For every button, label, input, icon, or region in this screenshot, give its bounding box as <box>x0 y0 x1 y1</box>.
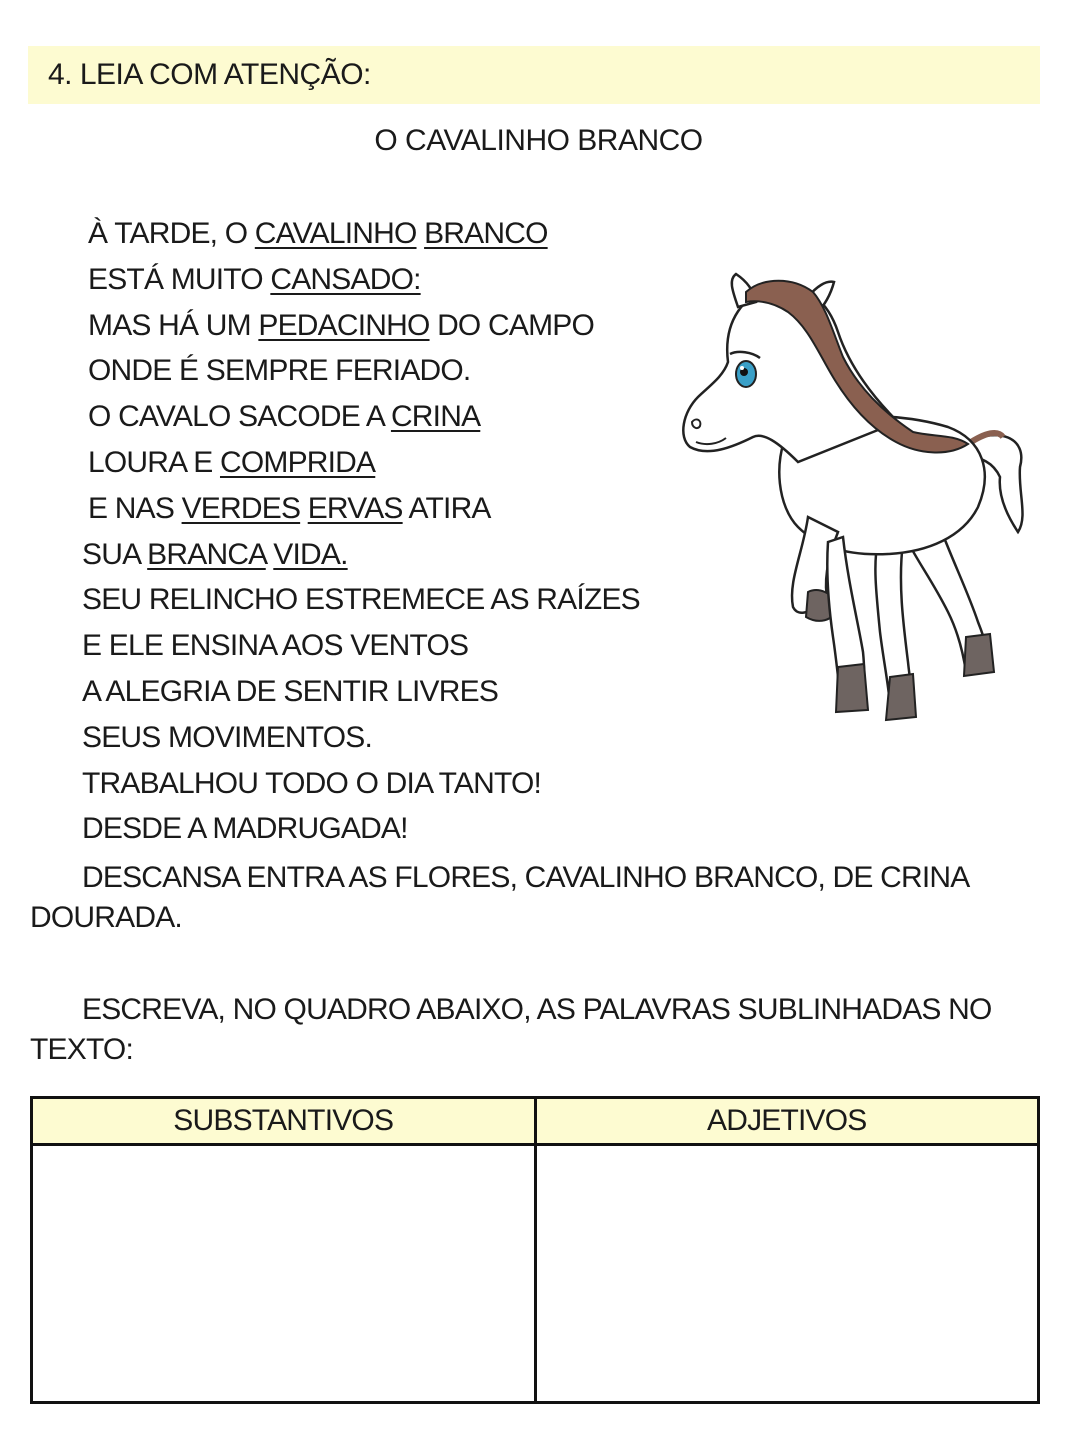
poem-line <box>88 445 375 481</box>
underlined-word: ERVAS <box>307 491 403 525</box>
poem-text: SUA <box>82 537 148 571</box>
column-header-adjetivos: ADJETIVOS <box>535 1098 1039 1145</box>
poem-text: TRABALHOU TODO O DIA TANTO! <box>82 766 542 800</box>
poem-line <box>82 628 468 664</box>
poem-text <box>417 217 425 250</box>
column-header-substantivos: SUBSTANTIVOS <box>32 1098 536 1145</box>
poem-line <box>82 766 541 802</box>
underlined-word: BRANCO <box>424 217 548 250</box>
hoof-icon <box>836 664 868 712</box>
hoof-icon <box>964 634 994 676</box>
underlined-word: COMPRIDA <box>219 446 376 479</box>
poem-text: SEUS MOVIMENTOS. <box>82 720 373 754</box>
answer-cell-substantivos[interactable] <box>32 1145 536 1403</box>
exercise-heading: 4. LEIA COM ATENÇÃO: <box>48 58 371 91</box>
poem-text: A ALEGRIA DE SENTIR LIVRES <box>82 675 499 708</box>
poem-line <box>82 537 348 573</box>
poem-line <box>82 582 640 618</box>
poem-text <box>300 492 308 525</box>
answers-table <box>30 1096 1040 1404</box>
poem-line <box>88 216 548 252</box>
poem-title: O CAVALINHO BRANCO <box>374 124 703 157</box>
poem-text: E ELE ENSINA AOS VENTOS <box>82 629 469 663</box>
poem-text: ESTÁ MUITO <box>88 262 271 296</box>
underlined-word: PEDACINHO <box>258 308 430 342</box>
instruction-text: ESCREVA, NO QUADRO ABAIXO, AS PALAVRAS SUBLINHADAS NO TEXTO: <box>30 993 992 1066</box>
poem-text: DESDE A MADRUGADA! <box>82 812 408 846</box>
poem-text: SEU RELINCHO ESTREMECE AS RAÍZES <box>82 583 640 617</box>
underlined-word: VIDA. <box>273 537 348 571</box>
poem-line <box>88 399 480 435</box>
poem-line <box>88 262 421 298</box>
poem-line <box>82 811 408 847</box>
underlined-word: CRINA <box>390 400 481 434</box>
underlined-word: CANSADO: <box>270 262 421 296</box>
poem-text: E NAS <box>88 491 182 525</box>
white-horse-illustration <box>668 262 1040 762</box>
poem-line <box>82 674 498 710</box>
poem-text: DO CAMPO <box>429 308 595 342</box>
poem-line <box>82 720 372 756</box>
poem-text: ATIRA <box>402 491 491 525</box>
poem-text: ONDE É SEMPRE FERIADO. <box>88 354 471 388</box>
poem-line <box>88 308 594 344</box>
hoof-icon <box>886 674 916 720</box>
underlined-word: CAVALINHO <box>254 217 417 250</box>
poem-line <box>88 491 491 527</box>
underlined-word: BRANCA <box>147 537 266 571</box>
poem-text: MAS HÁ UM <box>88 308 259 342</box>
poem-text: LOURA E <box>88 446 220 479</box>
underlined-word: VERDES <box>181 491 301 525</box>
exercise-banner <box>28 46 1040 104</box>
poem-text: À TARDE, O <box>88 217 255 250</box>
poem-text: O CAVALO SACODE A <box>88 400 391 434</box>
poem-closing: DESCANSA ENTRA AS FLORES, CAVALINHO BRANCO, DE CRINA DOURADA. <box>30 861 968 934</box>
answer-cell-adjetivos[interactable] <box>535 1145 1039 1403</box>
poem-line <box>88 353 470 389</box>
